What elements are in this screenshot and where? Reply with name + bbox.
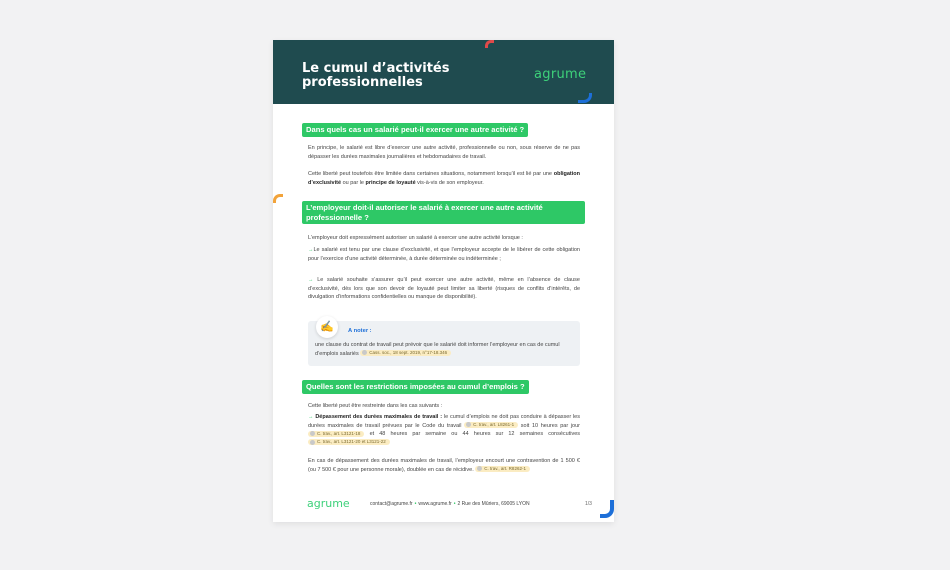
bullet-text: soit 10 heures par jour xyxy=(520,422,580,429)
bold-exclusivity: obligation d’exclusivité xyxy=(308,171,580,186)
footer-website: www.agrume.fr xyxy=(418,501,452,507)
section-2-intro: L’employeur doit expressément autoriser un salarié à exercer une autre activité lorsque : xyxy=(308,235,523,241)
document-page xyxy=(273,40,614,522)
heading-line-2: professionnelle ? xyxy=(306,212,369,222)
footer-contact xyxy=(370,501,530,507)
arrow-icon: → xyxy=(308,414,314,420)
red-hook-decoration xyxy=(485,40,494,48)
bullet-text: et 48 heures par semaine ou 44 heures sur 12 semaines consécutives xyxy=(369,431,581,438)
para-text: En cas de dépassement des durées maximales de travail, l’employeur encourt une contravention de 1 500 € (ou 7 500 € pour une personne morale), doublée en cas de récidive. xyxy=(308,458,580,473)
section-2-bullet-2 xyxy=(308,276,580,302)
footer-email: contact@agrume.fr xyxy=(370,501,413,507)
reference-icon xyxy=(362,350,367,355)
bullet-text: Le salarié souhaite s’assurer qu’il peut exercer une autre activité, même en l’absence de clause d’exclusivité, dès lors que son devoir de loyauté peut limiter sa liberté (risques de conflits d’intérêts, de divulgation d’informations confidentielles ou manque de disponibilité). xyxy=(308,277,580,301)
reference-badge xyxy=(464,422,518,428)
document-title xyxy=(302,62,502,90)
para-text: vis-à-vis de son employeur. xyxy=(417,179,484,186)
reference-badge xyxy=(308,439,390,445)
bullet-text: le cumul d’emplois ne doit pas conduire à dépasser les durées maximales de travail prévues par le Code du travail xyxy=(308,414,580,429)
section-1-paragraph-1: En principe, le salarié est libre d’exercer une autre activité, professionnelle ou non, sous réserve de ne pas dépasser les durées maximales journalières et hebdomadaires de travail. xyxy=(308,145,580,160)
para-text: ou par le xyxy=(342,179,364,186)
reference-icon xyxy=(310,440,315,445)
para-text: Cette liberté peut toutefois être limitée dans certaines situations, notamment lorsqu’il est lié par une xyxy=(308,171,552,177)
bold-loyalty: principe de loyauté xyxy=(365,179,416,186)
heading-line-1: L’employeur doit-il autoriser le salarié à exercer une autre activité xyxy=(306,203,543,212)
bullet-text: Le salarié est tenu par une clause d’exclusivité, et que l’employeur accepte de le libérer de cette obligation pour l’exercice d’une activité déterminée, à durée déterminée ou indéterminée ; xyxy=(308,247,580,262)
reference-icon xyxy=(466,422,471,427)
title-line-2: professionnelles xyxy=(302,75,423,90)
document-header xyxy=(273,40,614,104)
reference-text: C. trav., art. R8262-1 xyxy=(484,466,526,472)
footer-address: 2 Rue des Mûriers, 69005 LYON xyxy=(457,501,530,507)
reference-icon xyxy=(477,466,482,471)
section-heading-2 xyxy=(302,201,585,224)
section-3-intro: Cette liberté peut être restreinte dans les cas suivants : xyxy=(308,403,443,409)
section-heading-3: Quelles sont les restrictions imposées au cumul d’emplois ? xyxy=(302,380,529,394)
separator-dot: • xyxy=(453,501,456,507)
bullet-bold: Dépassement des durées maximales de travail : xyxy=(315,414,443,420)
orange-hook-decoration xyxy=(273,194,283,203)
reference-badge xyxy=(475,466,530,472)
note-text xyxy=(315,341,577,358)
reference-badge xyxy=(308,431,364,437)
separator-dot: • xyxy=(414,501,417,507)
reference-text: C. trav., art. L3121-20 et L3121-22 xyxy=(317,439,386,445)
reference-text: Cass. soc., 18 sept. 2019, n°17-18.346 xyxy=(369,350,448,356)
section-3-paragraph xyxy=(308,457,580,474)
note-box xyxy=(308,321,580,366)
note-label: A noter : xyxy=(348,328,372,334)
section-1-paragraph-2 xyxy=(308,170,580,187)
reference-text: C. trav., art. L8261-1 xyxy=(473,422,515,428)
reference-badge xyxy=(360,350,451,356)
arrow-icon: → xyxy=(308,277,314,283)
arrow-icon: → xyxy=(308,247,314,253)
brand-logo: agrume xyxy=(534,67,587,82)
page-number: 1/3 xyxy=(585,501,592,507)
section-2-bullet-1 xyxy=(308,246,580,263)
pencil-icon: ✍ xyxy=(316,316,338,338)
note-body: une clause du contrat de travail peut prévoir que le salarié doit informer l’employeur en cas de cumul d’emplois salariés xyxy=(315,342,560,357)
reference-text: C. trav., art. L3121-18 xyxy=(317,430,361,436)
footer-logo: agrume xyxy=(307,497,350,510)
reference-icon xyxy=(310,431,315,436)
section-heading-1: Dans quels cas un salarié peut-il exercer une autre activité ? xyxy=(302,123,528,137)
section-3-bullet xyxy=(308,413,580,447)
title-line-1: Le cumul d’activités xyxy=(302,61,450,76)
